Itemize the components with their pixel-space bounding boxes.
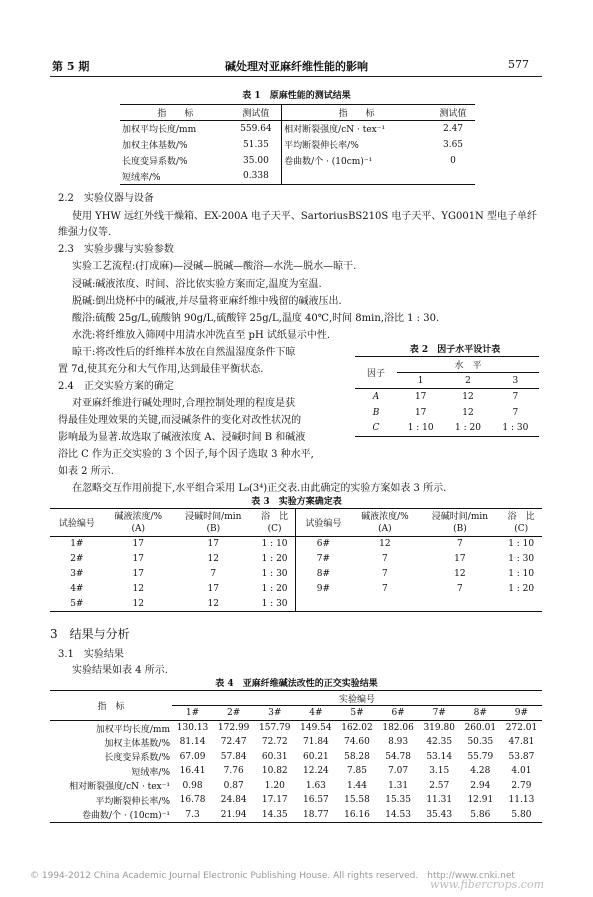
table3-header: 试验编号 bbox=[50, 509, 104, 537]
table4-cell: 2.57 bbox=[429, 780, 450, 791]
table4-cell: 14.35 bbox=[254, 808, 295, 823]
table3-cell: 7 bbox=[382, 584, 388, 594]
table3-subheader: (C) bbox=[254, 523, 296, 537]
table4-cell: 8.93 bbox=[388, 737, 409, 748]
table3-cell: 17 bbox=[207, 539, 219, 550]
table1-cell bbox=[282, 169, 431, 185]
table4-cell: 81.14 bbox=[179, 737, 206, 748]
table4-row bbox=[50, 735, 542, 750]
table4-cell: 55.79 bbox=[467, 751, 494, 762]
table3-header: 浸碱时间/min bbox=[420, 509, 501, 523]
table4-cell: 60.31 bbox=[261, 751, 288, 762]
table1-cell: 加权主体基数/% bbox=[122, 141, 188, 151]
paragraph-line: 酸浴:硫酸 25g/L,硫酸钠 90g/L,硫酸锌 25g/L,温度 40℃,时间 8min,浴比 1 : 30. bbox=[72, 313, 440, 324]
table3-cell: 9# bbox=[316, 584, 331, 594]
table4-cell: 162.02 bbox=[341, 723, 373, 733]
table4-id-header: 9# bbox=[501, 706, 542, 721]
table3-cell: 12 bbox=[207, 554, 219, 564]
table4-cell: 7.85 bbox=[346, 766, 368, 777]
table3-cell: 1 : 20 bbox=[254, 552, 296, 567]
table4-cell: 172.99 bbox=[217, 723, 250, 733]
table4-group-label: 实验编号 bbox=[172, 691, 542, 706]
paragraph-line: 实验结果如表 4 所示. bbox=[72, 665, 168, 676]
table1-cell: 相对断裂强度/cN · tex⁻¹ bbox=[284, 125, 386, 136]
table1 bbox=[120, 104, 475, 185]
section-heading: 3 结果与分析 bbox=[50, 627, 130, 641]
table4-cell: 272.01 bbox=[505, 723, 538, 733]
table4-cell: 3.15 bbox=[429, 766, 450, 777]
table3-cell: 1 : 20 bbox=[254, 582, 296, 597]
table3-subheader: (C) bbox=[500, 523, 542, 537]
table4-cell: 12.91 bbox=[467, 795, 494, 806]
table1-header: 测试值 bbox=[231, 105, 282, 121]
table1-header: 指 标 bbox=[120, 105, 231, 121]
table4-cell: 7.07 bbox=[388, 766, 409, 777]
table4-row-label: 加权主体基数/% bbox=[104, 738, 170, 749]
table4-cell: 53.14 bbox=[426, 751, 453, 762]
table4-cell: 11.13 bbox=[508, 795, 535, 806]
table4-cell: 2.94 bbox=[470, 780, 491, 791]
table3-cell: 1 : 30 bbox=[508, 554, 535, 564]
table4-row bbox=[50, 750, 542, 765]
table4-id-header: 3# bbox=[254, 706, 295, 721]
table4-cell: 0.98 bbox=[182, 780, 203, 791]
table2-cell: 17 bbox=[414, 407, 427, 418]
table4-cell: 50.35 bbox=[467, 737, 494, 748]
table4-cell: 1.31 bbox=[388, 780, 409, 791]
table2-factor: A bbox=[372, 391, 380, 402]
table4-cell: 16.78 bbox=[179, 795, 206, 806]
section-heading: 2.2 实验仪器与设备 bbox=[58, 193, 154, 204]
table4-cell: 21.94 bbox=[213, 808, 254, 823]
table4-cell: 2.79 bbox=[511, 780, 532, 791]
table1-cell: 短绒率/% bbox=[120, 169, 231, 185]
table4-cell: 7.3 bbox=[172, 808, 213, 823]
table4-cell: 1.44 bbox=[346, 780, 368, 791]
table3-cell: 7 bbox=[457, 584, 463, 594]
table4-row-label: 卷曲数/个 · (10cm)⁻¹ bbox=[50, 808, 172, 823]
paragraph-line: 置 7d,使其充分和大气作用,达到最佳平衡状态. bbox=[58, 364, 264, 375]
table4-cell: 260.01 bbox=[464, 723, 497, 733]
table4-cell: 0.87 bbox=[223, 780, 244, 791]
table4-cell: 16.41 bbox=[179, 766, 206, 777]
table4-cell: 1.20 bbox=[264, 780, 285, 791]
table3-cell: 2# bbox=[70, 554, 84, 564]
table4-cell: 60.21 bbox=[303, 751, 329, 762]
table2-cell: 1 : 10 bbox=[397, 421, 444, 437]
paragraph-line: 水洗:将纤维放入筛网中用清水冲洗直至 pH 试纸显示中性. bbox=[72, 330, 331, 341]
table4-row bbox=[50, 793, 542, 808]
table4-cell: 74.60 bbox=[344, 737, 370, 748]
table4-cell: 53.87 bbox=[508, 751, 535, 762]
table3-empty-cell bbox=[500, 597, 542, 612]
table1-header: 测试值 bbox=[431, 105, 475, 121]
table3-cell: 17 bbox=[132, 569, 144, 579]
table4-cell: 35.43 bbox=[419, 808, 460, 823]
table4-cell: 4.01 bbox=[511, 766, 532, 777]
table4-cell: 72.47 bbox=[220, 737, 247, 748]
paragraph-line: 浸碱:碱液浓度、时间、浴比依实验方案而定,温度为室温. bbox=[72, 279, 322, 290]
table1-cell: 平均断裂伸长率/% bbox=[284, 141, 359, 151]
table3-empty-cell bbox=[420, 597, 501, 612]
section-heading: 2.3 实验步骤与实验参数 bbox=[58, 244, 174, 255]
table4-cell: 16.16 bbox=[336, 808, 377, 823]
table4-cell: 157.79 bbox=[259, 723, 291, 733]
table3-cell: 3# bbox=[70, 569, 84, 579]
table4-id-header: 4# bbox=[295, 706, 336, 721]
table4-id-header: 7# bbox=[419, 706, 460, 721]
table4-cell: 15.35 bbox=[385, 795, 411, 806]
section-heading: 2.4 正交实验方案的确定 bbox=[58, 381, 174, 392]
table3-empty-cell bbox=[350, 597, 419, 612]
table4-row bbox=[50, 779, 542, 794]
table2 bbox=[355, 356, 539, 437]
table4-cell: 16.57 bbox=[303, 795, 329, 806]
table4-cell: 57.84 bbox=[220, 751, 247, 762]
table3-cell: 7 bbox=[457, 539, 463, 550]
table4-id-header: 2# bbox=[213, 706, 254, 721]
table3-subheader: (B) bbox=[420, 523, 501, 537]
table4-row-label: 加权平均长度/mm bbox=[95, 724, 170, 735]
header-rule bbox=[50, 76, 542, 77]
subsection-heading: 3.1 实验结果 bbox=[58, 649, 124, 660]
table4-cell: 11.31 bbox=[426, 795, 453, 806]
table3-header: 浴 比 bbox=[500, 509, 542, 523]
table3-cell: 7 bbox=[210, 569, 217, 579]
table4-cell: 58.28 bbox=[344, 751, 370, 762]
table4-cell: 12.24 bbox=[303, 766, 329, 777]
table2-cell: 7 bbox=[512, 391, 519, 402]
issue-number: 第 5 期 bbox=[52, 60, 90, 73]
table2-level: 1 bbox=[397, 373, 444, 389]
table2-cell: 1 : 20 bbox=[444, 421, 491, 437]
table4-row-label: 相对断裂强度/cN · tex⁻¹ bbox=[69, 782, 170, 793]
table3-cell: 7 bbox=[382, 569, 388, 579]
table3-cell: 8# bbox=[316, 569, 331, 579]
table4-cell: 5.86 bbox=[460, 808, 501, 823]
table2-level: 3 bbox=[492, 373, 539, 389]
table1-cell: 35.00 bbox=[231, 153, 282, 169]
table4-cell: 18.77 bbox=[295, 808, 336, 823]
table4-id-header: 5# bbox=[336, 706, 377, 721]
table3-cell: 17 bbox=[454, 554, 466, 564]
table1-cell: 卷曲数/个 · (10cm)⁻¹ bbox=[284, 157, 373, 167]
table3-cell: 1 : 10 bbox=[254, 537, 296, 552]
paragraph-line: 脱碱:倒出烧杯中的碱液,并尽量将亚麻纤维中残留的碱液压出. bbox=[72, 296, 342, 307]
table3-header: 浴 比 bbox=[254, 509, 296, 523]
table4-row-label: 平均断裂伸长率/% bbox=[95, 796, 170, 807]
table4-cell: 182.06 bbox=[382, 723, 414, 733]
table3-cell: 4# bbox=[70, 584, 84, 594]
watermark-text: www.fibercrops.com bbox=[430, 878, 545, 891]
table4-cell: 71.84 bbox=[303, 737, 329, 748]
paragraph-line: 影响最为显著.故选取了碱液浓度 A、浸碱时间 B 和碱液 bbox=[58, 432, 306, 443]
table3-cell: 12 bbox=[173, 597, 254, 612]
table4-id-header: 1# bbox=[172, 706, 213, 721]
table4-cell: 130.13 bbox=[176, 723, 209, 733]
table2-factor: B bbox=[372, 407, 380, 418]
table4-cell: 54.78 bbox=[385, 751, 411, 762]
table3-cell: 17 bbox=[132, 539, 144, 550]
table4-cell: 4.28 bbox=[470, 766, 491, 777]
table4-cell: 17.17 bbox=[261, 795, 288, 806]
table3-header: 碱液浓度/% bbox=[350, 509, 419, 523]
table3-cell: 1 : 30 bbox=[254, 567, 296, 582]
table3 bbox=[50, 508, 542, 612]
table4-cell: 5.80 bbox=[501, 808, 542, 823]
table3-cell: 5# bbox=[50, 597, 104, 612]
running-title: 碱处理对亚麻纤维性能的影响 bbox=[225, 60, 368, 73]
table4-row bbox=[50, 808, 542, 823]
table4-cell: 24.84 bbox=[220, 795, 247, 806]
table3-cell: 17 bbox=[207, 584, 219, 594]
table4-cell: 67.09 bbox=[179, 751, 206, 762]
paragraph-line: 在忽略交互作用前提下,水平组合采用 L₉(3⁴)正交表.由此确定的实验方案如表 3 所示. bbox=[72, 483, 447, 494]
table3-caption: 表 3 实验方案确定表 bbox=[251, 497, 342, 507]
table3-cell: 7 bbox=[382, 554, 388, 564]
table3-header: 浸碱时间/min bbox=[173, 509, 254, 523]
table1-cell: 加权平均长度/mm bbox=[122, 125, 197, 136]
table2-cell: 7 bbox=[512, 407, 519, 418]
table3-subheader: (A) bbox=[104, 523, 173, 537]
table3-header: 试验编号 bbox=[296, 509, 350, 537]
table3-cell: 1 : 10 bbox=[508, 569, 535, 579]
table4-index-label: 指 标 bbox=[50, 691, 172, 721]
table2-cell: 17 bbox=[414, 391, 427, 402]
paragraph-line: 使用 YHW 远红外线干燥箱、EX-200A 电子天平、SartoriusBS210S 电子天平、YG001N 型电子单纤 bbox=[72, 211, 537, 222]
table3-cell: 1 : 20 bbox=[508, 584, 535, 594]
table1-cell: 0 bbox=[450, 155, 456, 166]
paragraph-line: 得最佳处理效果的关键,而浸碱条件的变化对改性状况的 bbox=[58, 415, 302, 426]
table2-cell: 12 bbox=[462, 407, 474, 418]
table4-cell: 42.35 bbox=[426, 737, 453, 748]
paragraph-line: 如表 2 所示. bbox=[58, 466, 114, 477]
table2-level: 2 bbox=[444, 373, 491, 389]
table3-cell: 17 bbox=[132, 554, 144, 564]
paragraph-line: 晾干:将改性后的纤维样本放在自然温湿度条件下晾 bbox=[72, 347, 296, 358]
table4-cell: 7.76 bbox=[223, 766, 244, 777]
table4-row-label: 短绒率/% bbox=[131, 767, 170, 778]
table2-cell: 1 : 30 bbox=[492, 421, 539, 437]
table1-cell: 2.47 bbox=[442, 123, 464, 134]
table2-cell: 12 bbox=[462, 391, 474, 402]
table3-empty-cell bbox=[296, 597, 350, 612]
table3-subheader: (B) bbox=[173, 523, 254, 537]
table3-cell: 12 bbox=[454, 569, 466, 579]
table4-id-header: 6# bbox=[378, 706, 419, 721]
table4-row-label: 长度变异系数/% bbox=[104, 753, 170, 764]
table2-caption: 表 2 因子水平设计表 bbox=[409, 345, 501, 355]
table4-cell: 72.72 bbox=[261, 737, 288, 748]
table3-cell: 12 bbox=[104, 597, 173, 612]
table1-header: 指 标 bbox=[282, 105, 431, 121]
table4-row bbox=[50, 721, 542, 736]
table4 bbox=[50, 690, 542, 823]
table3-cell: 1 : 30 bbox=[254, 597, 296, 612]
paragraph-line: 实验工艺流程:(打成麻)—浸碱—脱碱—酸浴—水洗—脱水—晾干. bbox=[72, 261, 357, 272]
paragraph-line: 浴比 C 作为正交实验的 3 个因子,每个因子选取 3 种水平, bbox=[58, 449, 314, 460]
table1-cell: 51.35 bbox=[231, 137, 282, 153]
table4-cell: 149.54 bbox=[300, 723, 332, 733]
table3-cell: 1 : 10 bbox=[508, 539, 535, 550]
table3-cell: 1# bbox=[70, 539, 84, 550]
table2-factor: C bbox=[355, 421, 397, 437]
table4-cell: 47.81 bbox=[508, 737, 535, 748]
copyright-footer: © 1994-2012 China Academic Journal Electronic Publishing House. All rights reserved. http://www.cnki.net bbox=[30, 871, 515, 881]
table3-subheader: (A) bbox=[350, 523, 419, 537]
table4-id-header: 8# bbox=[460, 706, 501, 721]
table3-cell: 12 bbox=[379, 539, 391, 550]
table4-row bbox=[50, 764, 542, 779]
table4-cell: 14.53 bbox=[378, 808, 419, 823]
table3-cell: 7# bbox=[316, 554, 331, 564]
table3-cell: 6# bbox=[316, 539, 331, 550]
table1-cell: 559.64 bbox=[231, 121, 282, 137]
table4-caption: 表 4 亚麻纤维碱法改性的正交实验结果 bbox=[215, 679, 378, 689]
paragraph-line: 维强力仪等. bbox=[58, 227, 112, 238]
table1-cell: 0.338 bbox=[231, 169, 282, 185]
table1-cell bbox=[431, 169, 475, 185]
table3-header: 碱液浓度/% bbox=[104, 509, 173, 523]
table4-cell: 15.58 bbox=[344, 795, 370, 806]
page-number: 577 bbox=[508, 58, 529, 71]
table4-cell: 1.63 bbox=[305, 780, 326, 791]
table1-cell: 长度变异系数/% bbox=[122, 157, 188, 167]
table2-level-label: 水 平 bbox=[397, 357, 539, 373]
paragraph-line: 对亚麻纤维进行碱处理时,合理控制处理的程度是获 bbox=[72, 398, 296, 409]
table1-caption: 表 1 原麻性能的测试结果 bbox=[242, 91, 351, 101]
table2-factor-label: 因子 bbox=[355, 357, 397, 389]
table4-cell: 10.82 bbox=[261, 766, 288, 777]
table3-cell: 12 bbox=[132, 584, 144, 594]
table4-cell: 319.80 bbox=[423, 723, 455, 733]
table1-cell: 3.65 bbox=[442, 139, 464, 150]
